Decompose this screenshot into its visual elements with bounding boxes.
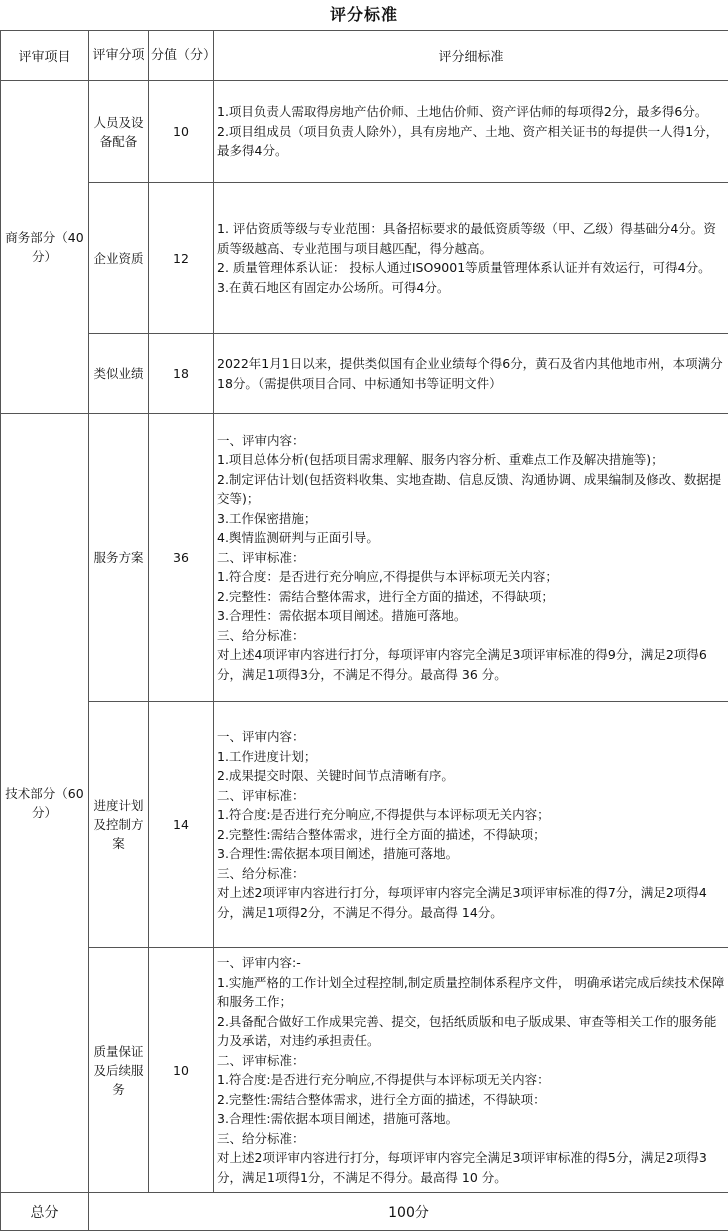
- detail-line: 二、评审标准：: [217, 548, 725, 568]
- detail-cell: [214, 702, 728, 948]
- detail-line: 二、评审标准：: [217, 1051, 725, 1071]
- detail-cell: [214, 334, 728, 414]
- header-project: 评审项目: [1, 31, 89, 81]
- business-row-3: [1, 334, 728, 414]
- scoring-table: [0, 30, 728, 1231]
- detail-line: 一、评审内容：: [217, 727, 725, 747]
- score-value: 10: [149, 81, 214, 183]
- total-value: 100分: [89, 1193, 728, 1231]
- detail-line: 1.符合度:是否进行充分响应,不得提供与本评标项无关内容；: [217, 805, 725, 825]
- detail-line: 1. 评估资质等级与专业范围：具备招标要求的最低资质等级（甲、乙级）得基础分4分。资质等级越高、专业范围与项目越匹配，得分越高。: [217, 219, 725, 258]
- header-row: [1, 31, 728, 81]
- detail-line: 4.舆情监测研判与正面引导。: [217, 528, 725, 548]
- page-title: 评分标准: [0, 0, 728, 30]
- detail-line: 2.成果提交时限、关键时间节点清晰有序。: [217, 766, 725, 786]
- technical-row-1: [1, 414, 728, 702]
- business-row-2: [1, 183, 728, 334]
- detail-cell: [214, 183, 728, 334]
- score-value: 36: [149, 414, 214, 702]
- detail-line: 2.制定评估计划(包括资料收集、实地查勘、信息反馈、沟通协调、成果编制及修改、数据提交等)；: [217, 470, 725, 509]
- detail-line: 2022年1月1日以来，提供类似国有企业业绩每个得6分，黄石及省内其他地市州，本项满分18分。（需提供项目合同、中标通知书等证明文件）: [217, 354, 725, 393]
- detail-line: 对上述2项评审内容进行打分，每项评审内容完全满足3项评审标准的得7分，满足2项得4分，满足1项得2分，不满足不得分。最高得 14分。: [217, 883, 725, 922]
- detail-line: 对上述4项评审内容进行打分，每项评审内容完全满足3项评审标准的得9分，满足2项得6分，满足1项得3分，不满足不得分。最高得 36 分。: [217, 645, 725, 684]
- score-value: 12: [149, 183, 214, 334]
- sub-item: 企业资质: [89, 183, 149, 334]
- detail-line: 1.项目总体分析(包括项目需求理解、服务内容分析、重难点工作及解决措施等)；: [217, 450, 725, 470]
- detail-line: 三、给分标准：: [217, 626, 725, 646]
- sub-item: 质量保证及后续服务: [89, 948, 149, 1193]
- detail-line: 2.具备配合做好工作成果完善、提交，包括纸质版和电子版成果、审查等相关工作的服务能力及承诺，对违约承担责任。: [217, 1012, 725, 1051]
- business-row-1: [1, 81, 728, 183]
- detail-line: 2.完整性:需结合整体需求，进行全方面的描述，不得缺项：: [217, 1090, 725, 1110]
- detail-line: 1.实施严格的工作计划全过程控制,制定质量控制体系程序文件， 明确承诺完成后续技术保障和服务工作；: [217, 973, 725, 1012]
- score-value: 10: [149, 948, 214, 1193]
- header-score: 分值（分）: [149, 31, 214, 81]
- detail-line: 2. 质量管理体系认证： 投标人通过ISO9001等质量管理体系认证并有效运行，可得4分。: [217, 258, 725, 278]
- detail-line: 二、评审标准：: [217, 786, 725, 806]
- detail-cell: [214, 81, 728, 183]
- detail-line: 1.符合度：是否进行充分响应,不得提供与本评标项无关内容；: [217, 567, 725, 587]
- header-detail: 评分细标准: [214, 31, 728, 81]
- detail-line: 一、评审内容：: [217, 431, 725, 451]
- detail-line: 1.项目负责人需取得房地产估价师、土地估价师、资产评估师的每项得2分，最多得6分。: [217, 102, 725, 122]
- technical-row-3: [1, 948, 728, 1193]
- detail-line: 2.完整性：需结合整体需求，进行全方面的描述，不得缺项；: [217, 587, 725, 607]
- sub-item: 进度计划及控制方案: [89, 702, 149, 948]
- detail-cell: [214, 414, 728, 702]
- detail-line: 3.合理性:需依据本项目阐述，措施可落地。: [217, 844, 725, 864]
- detail-line: 2.项目组成员（项目负责人除外），具有房地产、土地、资产相关证书的每提供一人得1分，最多得4分。: [217, 122, 725, 161]
- total-label: 总分: [1, 1193, 89, 1231]
- detail-line: 对上述2项评审内容进行打分，每项评审内容完全满足3项评审标准的得5分，满足2项得3分，满足1项得1分，不满足不得分。最高得 10 分。: [217, 1148, 725, 1187]
- detail-line: 三、给分标准：: [217, 864, 725, 884]
- sub-item: 类似业绩: [89, 334, 149, 414]
- detail-line: 3.在黄石地区有固定办公场所。可得4分。: [217, 278, 725, 298]
- sub-item: 人员及设备配备: [89, 81, 149, 183]
- section-business-label: 商务部分（40分）: [1, 81, 89, 414]
- score-value: 18: [149, 334, 214, 414]
- detail-line: 三、给分标准：: [217, 1129, 725, 1149]
- detail-line: 3.工作保密措施；: [217, 509, 725, 529]
- detail-line: 一、评审内容:-: [217, 953, 725, 973]
- detail-line: 3.合理性：需依据本项目阐述。措施可落地。: [217, 606, 725, 626]
- section-technical-label: 技术部分（60分）: [1, 414, 89, 1193]
- detail-line: 2.完整性:需结合整体需求，进行全方面的描述，不得缺项；: [217, 825, 725, 845]
- score-value: 14: [149, 702, 214, 948]
- sub-item: 服务方案: [89, 414, 149, 702]
- detail-line: 3.合理性:需依据本项目阐述，措施可落地。: [217, 1109, 725, 1129]
- total-row: [1, 1193, 728, 1231]
- detail-cell: [214, 948, 728, 1193]
- detail-line: 1.工作进度计划；: [217, 747, 725, 767]
- detail-line: 1.符合度:是否进行充分响应,不得提供与本评标项无关内容：: [217, 1070, 725, 1090]
- technical-row-2: [1, 702, 728, 948]
- header-sub: 评审分项: [89, 31, 149, 81]
